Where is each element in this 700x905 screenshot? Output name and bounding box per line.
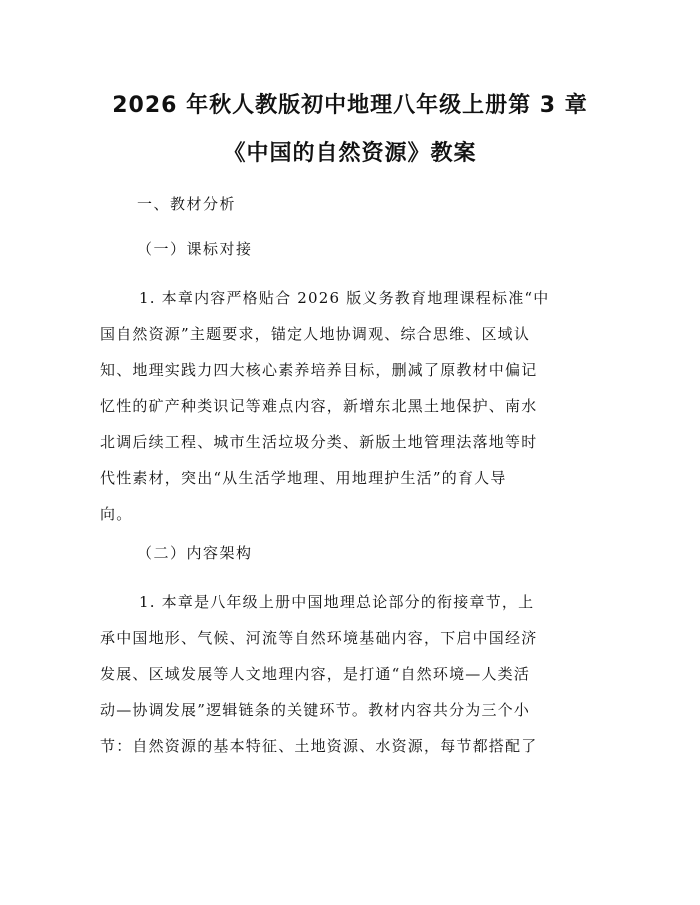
paragraph-line: 1. 本章内容严格贴合 2026 版义务教育地理课程标准“中	[139, 289, 550, 307]
paragraph-line: 发展、区域发展等人文地理内容，是打通“自然环境—人类活	[100, 665, 531, 683]
document-title-line-1: 2026 年秋人教版初中地理八年级上册第 3 章	[112, 93, 588, 118]
paragraph-line: 承中国地形、气候、河流等自然环境基础内容，下启中国经济	[100, 629, 538, 647]
document-title-line-2: 《中国的自然资源》教案	[223, 141, 477, 166]
paragraph-line: 北调后续工程、城市生活垃圾分类、新版土地管理法落地等时	[100, 433, 538, 451]
paragraph-line: 国自然资源”主题要求，锚定人地协调观、综合思维、区域认	[100, 325, 531, 343]
paragraph-line: 代性素材，突出“从生活学地理、用地理护生活”的育人导	[100, 469, 507, 487]
paragraph-curriculum-alignment	[100, 287, 604, 539]
paragraph-line: 动—协调发展”逻辑链条的关键环节。教材内容共分为三个小	[100, 701, 531, 719]
paragraph-line: 节：自然资源的基本特征、土地资源、水资源，每节都搭配了	[100, 737, 538, 755]
paragraph-line: 1. 本章是八年级上册中国地理总论部分的衔接章节，上	[139, 593, 535, 611]
subsection-heading-content-structure: （二）内容架构	[137, 544, 253, 562]
paragraph-line: 忆性的矿产种类识记等难点内容，新增东北黑土地保护、南水	[100, 397, 538, 415]
paragraph-content-structure	[100, 591, 604, 771]
paragraph-line: 知、地理实践力四大核心素养培养目标，删减了原教材中偏记	[100, 361, 538, 379]
section-heading-textbook-analysis: 一、教材分析	[137, 195, 237, 213]
paragraph-line: 向。	[100, 505, 133, 523]
subsection-heading-curriculum: （一）课标对接	[137, 240, 253, 258]
